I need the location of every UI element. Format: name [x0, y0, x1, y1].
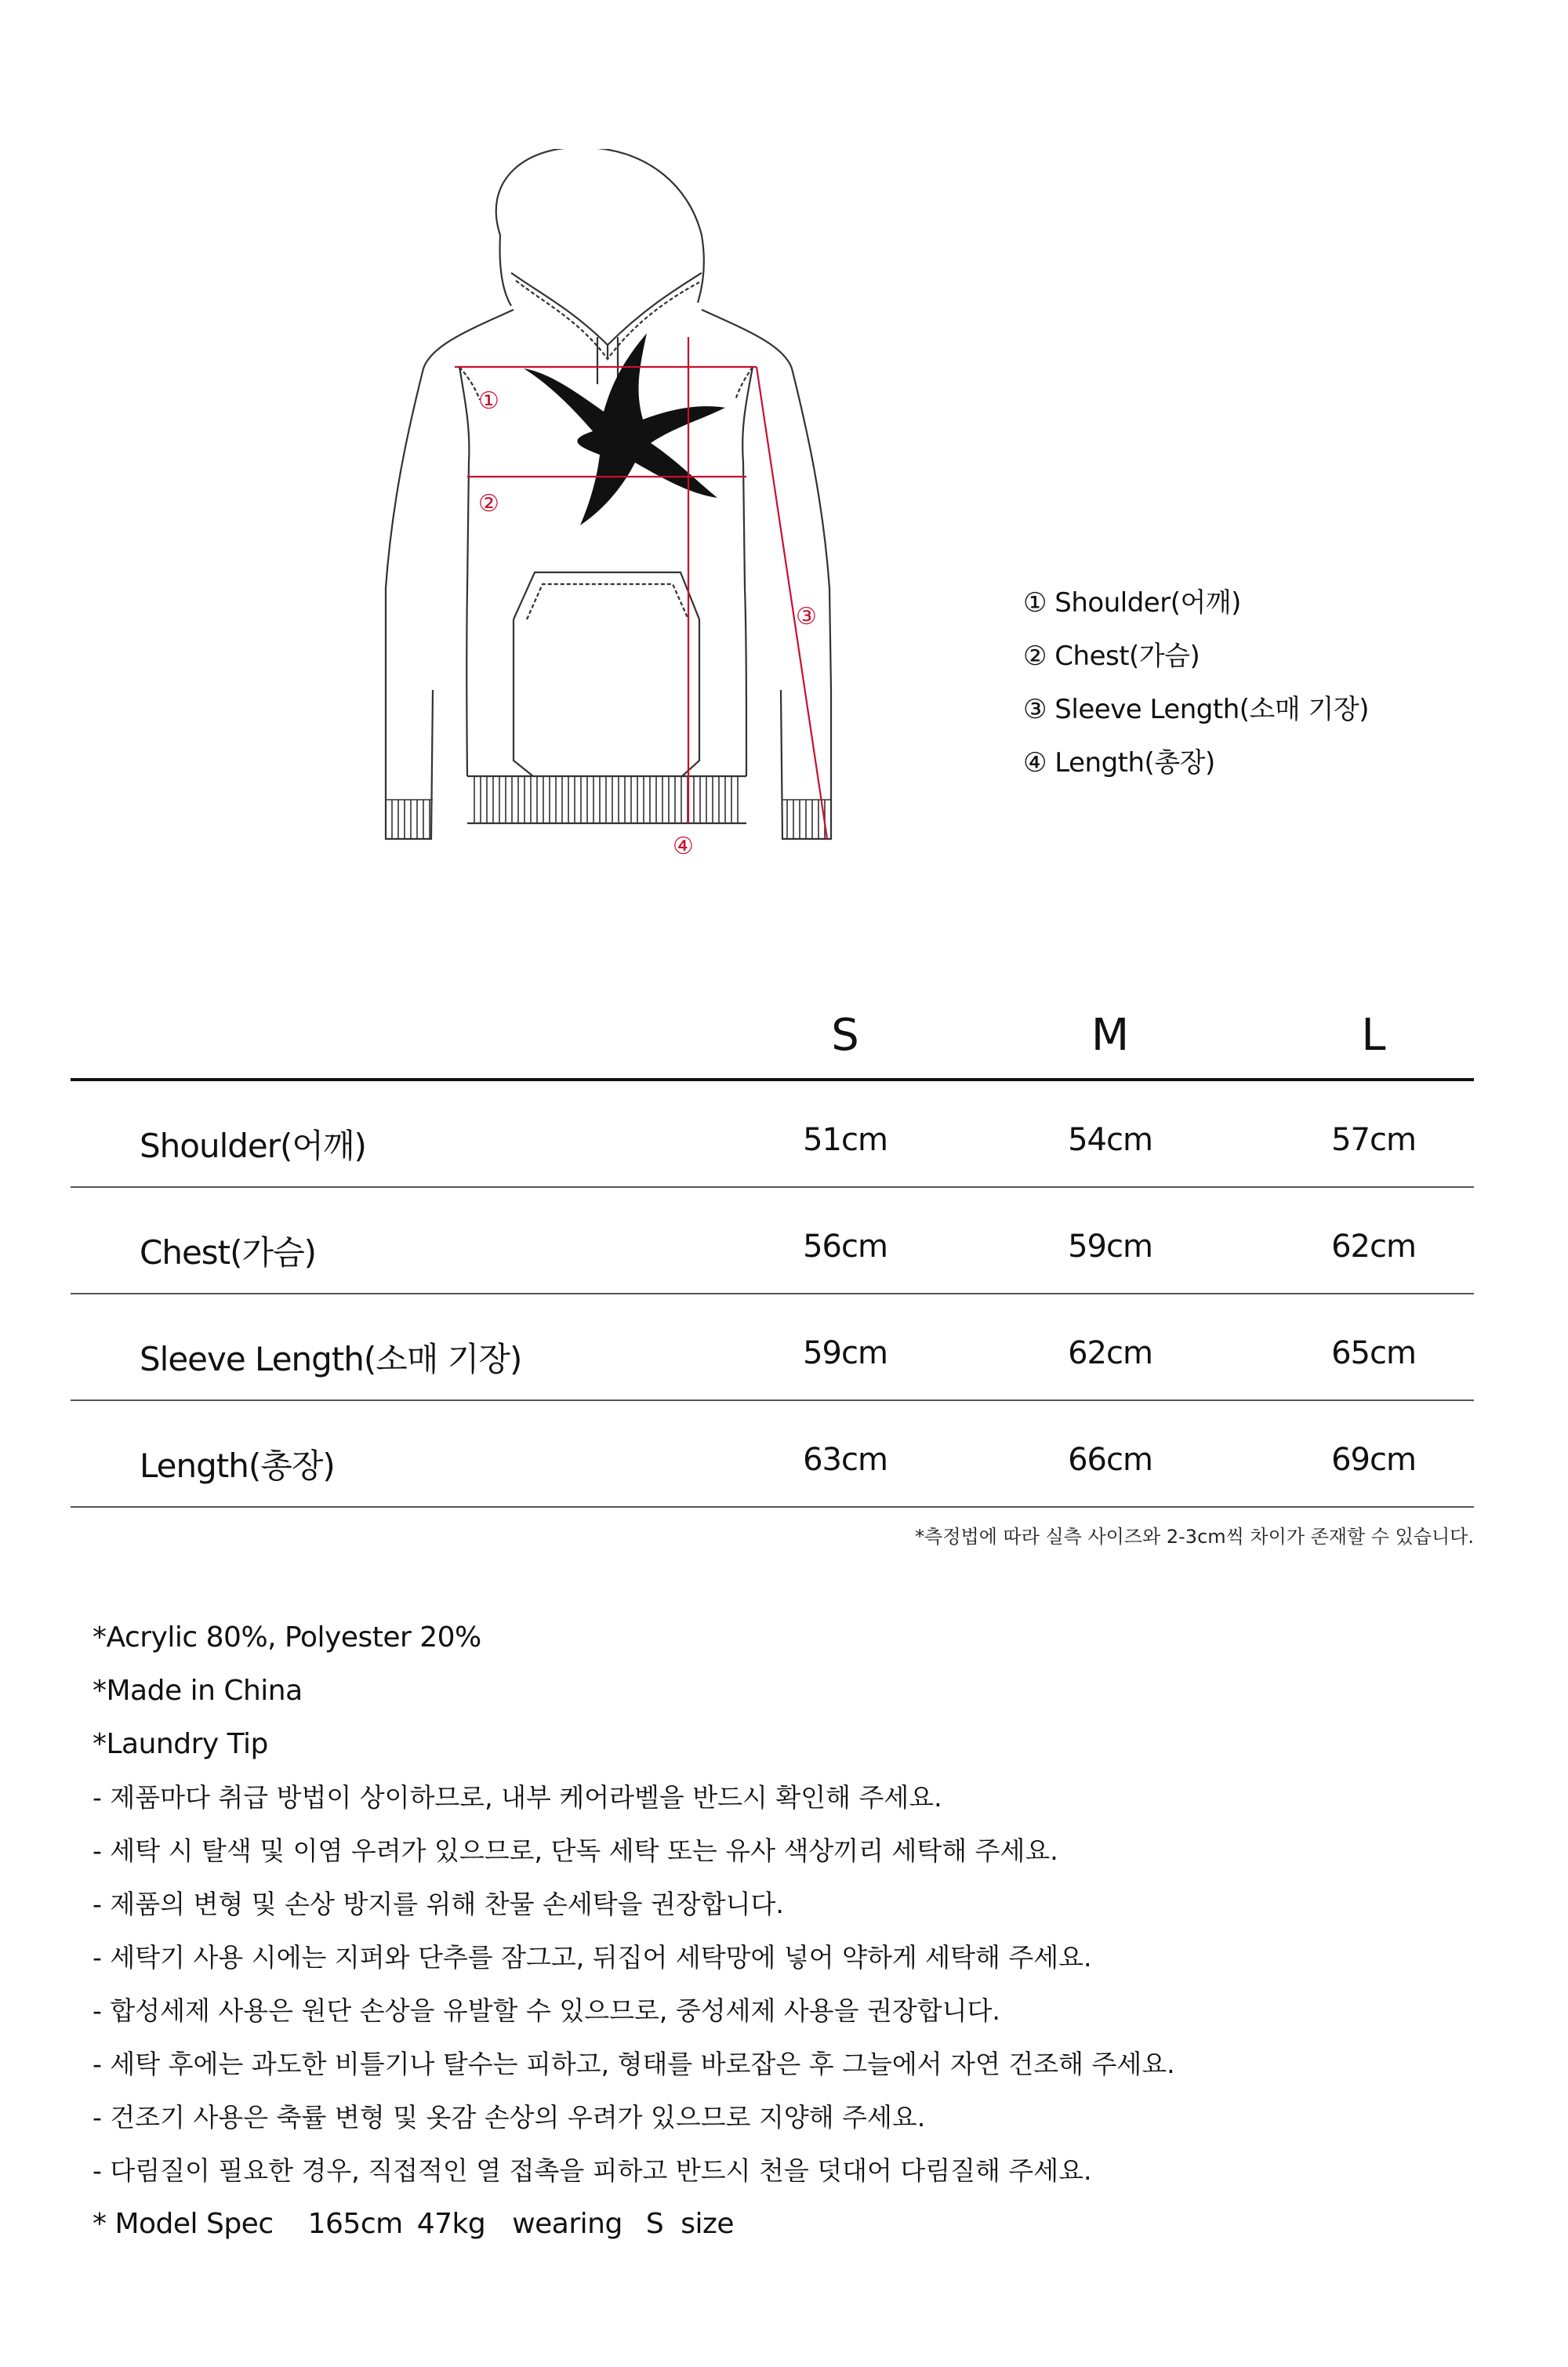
starfish-icon	[524, 333, 725, 525]
measurement-legend	[1023, 576, 1369, 790]
cell-value: 62cm	[1068, 1335, 1152, 1371]
size-table	[71, 996, 1474, 1548]
laundry-tip: - 다림질이 필요한 경우, 직접적인 열 접촉을 피하고 반드시 천을 덧대어 다림질해 주세요.	[93, 2155, 1092, 2186]
measurement-note: *측정법에 따라 실측 사이즈와 2-3cm씩 차이가 존재할 수 있습니다.	[915, 1526, 1474, 1548]
model-weight: 47kg	[416, 2208, 486, 2240]
model-wearing: wearing	[512, 2208, 622, 2240]
cell-value: 59cm	[1068, 1229, 1152, 1265]
cell-value: 62cm	[1331, 1229, 1416, 1265]
cell-value: 59cm	[803, 1335, 887, 1371]
cell-value: 54cm	[1068, 1122, 1152, 1158]
model-spec-prefix: * Model Spec	[93, 2208, 274, 2240]
size-header-s: S	[831, 1010, 859, 1061]
laundry-tip: - 건조기 사용은 축률 변형 및 옷감 손상의 우려가 있으므로 지양해 주세요.	[93, 2102, 926, 2133]
legend-length: ④ Length(총장)	[1023, 747, 1215, 779]
table-row	[71, 1081, 1474, 1188]
laundry-tip: - 세탁 시 탈색 및 이염 우려가 있으므로, 단독 세탁 또는 유사 색상끼리 세탁해 주세요.	[93, 1835, 1058, 1866]
legend-chest: ② Chest(가슴)	[1023, 641, 1200, 672]
table-row	[71, 1401, 1474, 1508]
cell-value: 51cm	[803, 1122, 887, 1158]
model-size: S	[645, 2208, 664, 2240]
table-row	[71, 1188, 1474, 1294]
laundry-tip: - 제품의 변형 및 손상 방지를 위해 찬물 손세탁을 권장합니다.	[93, 1889, 784, 1919]
size-header-l: L	[1361, 1010, 1386, 1061]
cell-value: 69cm	[1331, 1442, 1416, 1478]
origin-text: *Made in China	[93, 1675, 303, 1707]
marker-shoulder: ①	[478, 387, 499, 415]
row-label-chest: Chest(가슴)	[140, 1233, 317, 1272]
row-label-shoulder: Shoulder(어깨)	[140, 1127, 366, 1165]
model-size-word: size	[681, 2208, 735, 2240]
laundry-title: *Laundry Tip	[93, 1728, 268, 1760]
model-spec	[93, 2198, 1175, 2251]
legend-shoulder: ① Shoulder(어깨)	[1023, 587, 1241, 619]
material-text: *Acrylic 80%, Polyester 20%	[93, 1621, 481, 1654]
product-info	[93, 1611, 1175, 2251]
size-header-row	[71, 996, 1474, 1081]
laundry-tip: - 세탁 후에는 과도한 비틀기나 탈수는 피하고, 형태를 바로잡은 후 그늘에서 자연 건조해 주세요.	[93, 2049, 1175, 2079]
size-header-m: M	[1091, 1010, 1130, 1061]
cell-value: 57cm	[1331, 1122, 1416, 1158]
laundry-tip: - 세탁기 사용 시에는 지퍼와 단추를 잠그고, 뒤집어 세탁망에 넣어 약하게 세탁해 주세요.	[93, 1942, 1092, 1973]
laundry-tip: - 제품마다 취급 방법이 상이하므로, 내부 케어라벨을 반드시 확인해 주세요.	[93, 1782, 942, 1813]
table-row	[71, 1294, 1474, 1401]
row-label-length: Length(총장)	[140, 1447, 335, 1485]
marker-chest: ②	[478, 490, 499, 517]
hoodie-diagram	[314, 149, 894, 878]
cell-value: 65cm	[1331, 1335, 1416, 1371]
marker-sleeve: ③	[796, 603, 817, 630]
laundry-tip: - 합성세제 사용은 원단 손상을 유발할 수 있으므로, 중성세제 사용을 권장합니다.	[93, 1995, 1000, 2026]
cell-value: 63cm	[803, 1442, 887, 1478]
row-label-sleeve-length: Sleeve Length(소매 기장)	[140, 1340, 522, 1378]
hoodie-outline	[314, 149, 894, 878]
marker-length: ④	[673, 833, 694, 860]
cell-value: 66cm	[1068, 1442, 1152, 1478]
model-height: 165cm	[307, 2208, 403, 2240]
legend-sleeve-length: ③ Sleeve Length(소매 기장)	[1023, 694, 1369, 725]
cell-value: 56cm	[803, 1229, 887, 1265]
